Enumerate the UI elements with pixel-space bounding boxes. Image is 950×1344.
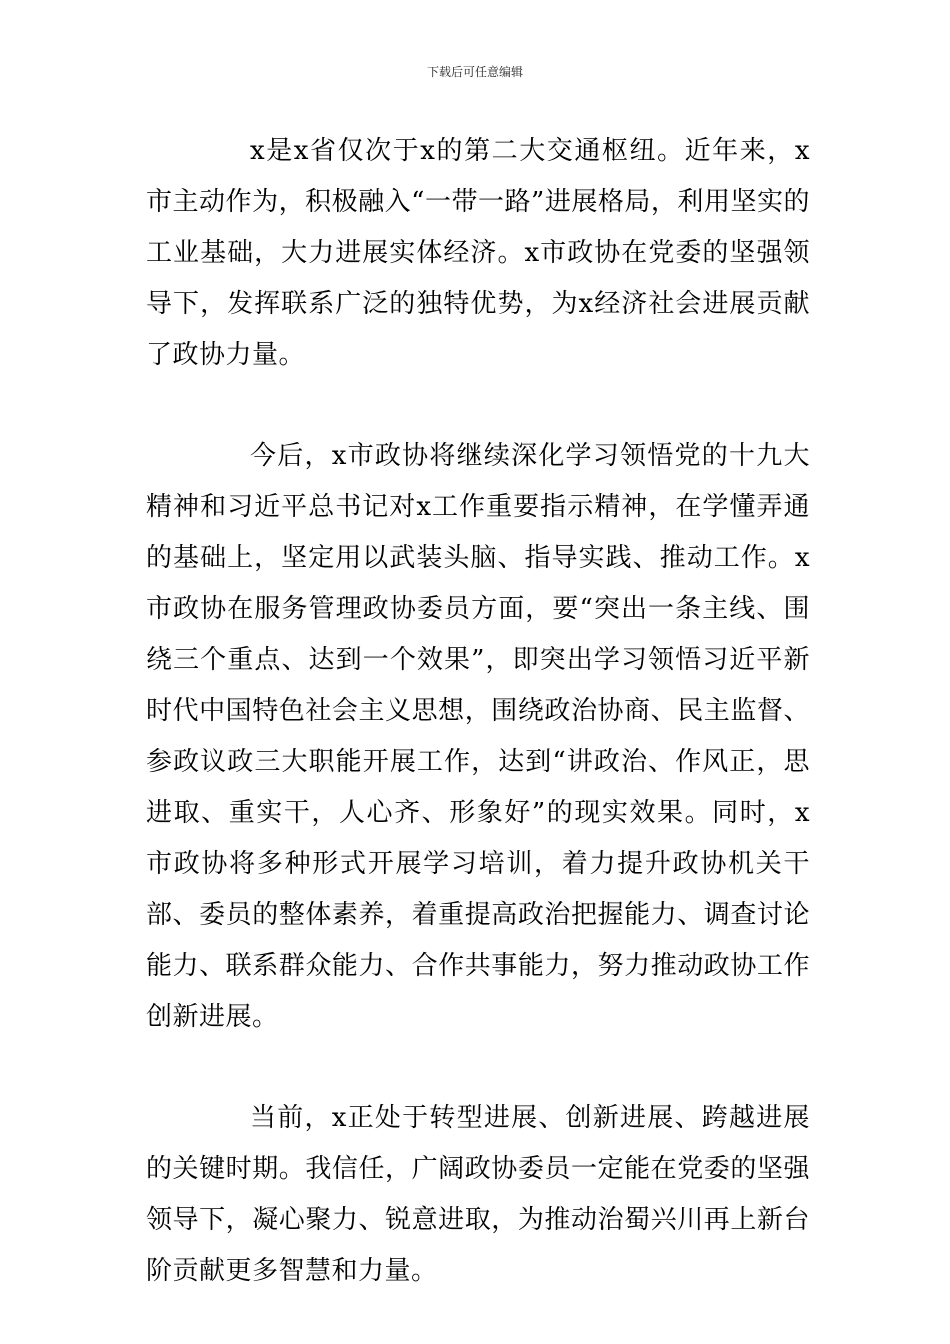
page-header-note: 下载后可任意编辑 — [426, 65, 523, 79]
paragraph-3: 当前，x正处于转型进展、创新进展、跨越进展的关键时期。我信任，广阔政协委员一定能在党委的坚强领导下，凝心聚力、锐意进取，为推动治蜀兴川再上新台阶贡献更多智慧和力量。 — [146, 1103, 810, 1286]
document-body — [146, 126, 810, 1297]
paragraph-1: x是x省仅次于x的第二大交通枢纽。近年来，x市主动作为，积极融入“一带一路”进展格局，利用坚实的工业基础，大力进展实体经济。x市政协在党委的坚强领导下，发挥联系广泛的独特优势，为x经济社会进展贡献了政协力量。 — [146, 136, 810, 370]
paragraph-2: 今后，x市政协将继续深化学习领悟党的十九大精神和习近平总书记对x工作重要指示精神，在学懂弄通的基础上，坚定用以武装头脑、指导实践、推动工作。x市政协在服务管理政协委员方面，要“突出一条主线、围绕三个重点、达到一个效果”，即突出学习领悟习近平新时代中国特色社会主义思想，围绕政治协商、民主监督、参政议政三大职能开展工作，达到“讲政治、作风正，思进取、重实干，人心齐、形象好”的现实效果。同时，x市政协将多种形式开展学习培训，着力提升政协机关干部、委员的整体素养，着重提高政治把握能力、调查讨论能力、联系群众能力、合作共事能力，努力推动政协工作创新进展。 — [146, 441, 810, 1032]
